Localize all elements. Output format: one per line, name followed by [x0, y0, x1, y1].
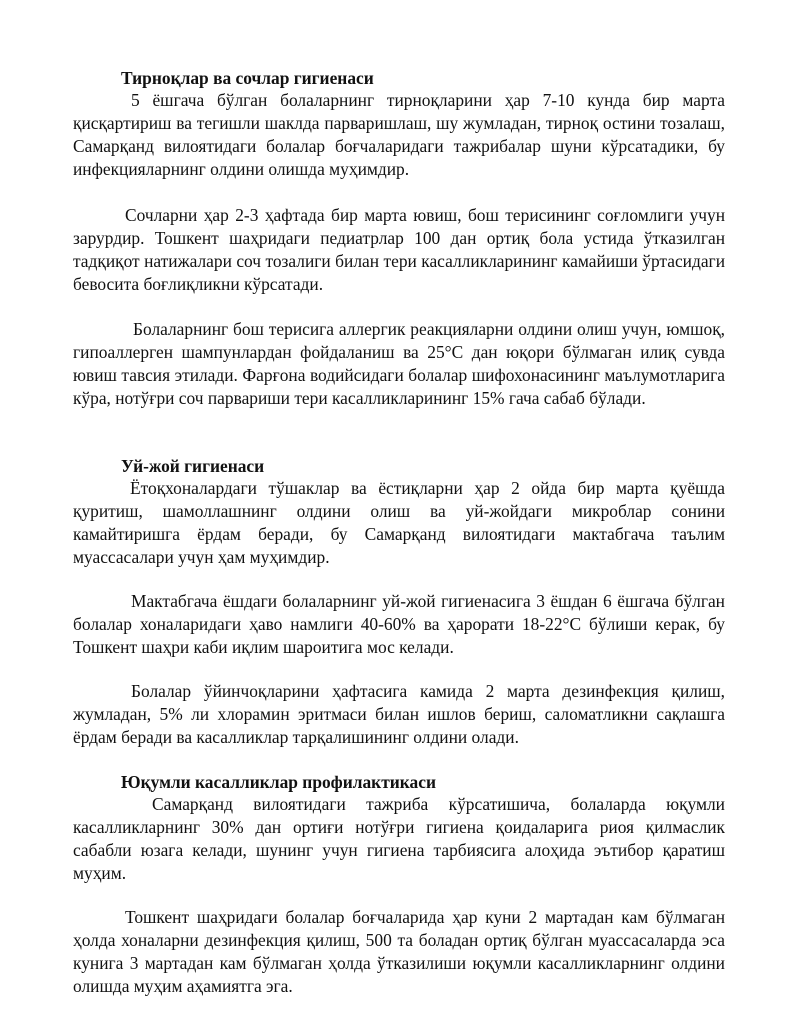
- paragraph: Ётоқхоналардаги тўшаклар ва ёстиқларни ҳар 2 ойда бир марта қуёшда қуритиш, шамоллашнинг олдини олиш ва уй-жойдаги микроблар сонини камайтиришга ёрдам беради, бу Самарқанд вилоятидаги мактабгача таълим муассасалари учун ҳам муҳимдир.: [73, 478, 725, 567]
- paragraph: Мактабгача ёшдаги болаларнинг уй-жой гигиенасига 3 ёшдан 6 ёшгача бўлган болалар хоналаридаги ҳаво намлиги 40-60% ва ҳарорати 18-22°C бўлиши керак, бу Тошкент шаҳри каби иқлим шароитига мос келади.: [73, 591, 725, 657]
- section-heading-nails-hair: Тирноқлар ва сочлар гигиенаси: [121, 68, 374, 88]
- paragraph: Болалар ўйинчоқларини ҳафтасига камида 2 марта дезинфекция қилиш, жумладан, 5% ли хлорамин эритмаси билан ишлов бериш, саломатликни сақлашга ёрдам беради ва касалликлар тарқалишининг олдини олади.: [73, 681, 725, 747]
- paragraph: Сочларни ҳар 2-3 ҳафтада бир марта ювиш, бош терисининг соғломлиги учун зарурдир. Тошкент шаҳридаги педиатрлар 100 дан ортиқ бола устида ўтказилган тадқиқот натижалари соч тозалиги билан тери касалликларининг камайиши ўртасидаги бевосита боғлиқликни кўрсатади.: [73, 205, 725, 294]
- paragraph: 5 ёшгача бўлган болаларнинг тирноқларини ҳар 7-10 кунда бир марта қисқартириш ва тегишли шаклда парваришлаш, шу жумладан, тирноқ остини тозалаш, Самарқанд вилоятидаги болалар боғчаларидаги тажрибалар шуни кўрсатадики, бу инфекцияларнинг олдини олишда муҳимдир.: [73, 90, 725, 179]
- paragraph: Тошкент шаҳридаги болалар боғчаларида ҳар куни 2 мартадан кам бўлмаган ҳолда хоналарни дезинфекция қилиш, 500 та боладан ортиқ бўлган муассасаларда эса кунига 3 мартадан кам бўлмаган ҳолда ўтказилиши юқумли касалликларнинг олдини олишда муҳим аҳамиятга эга.: [73, 907, 725, 996]
- paragraph: Болаларнинг бош терисига аллергик реакцияларни олдини олиш учун, юмшоқ, гипоаллерген шампунлардан фойдаланиш ва 25°C дан юқори бўлмаган илиқ сувда ювиш тавсия этилади. Фарғона водийсидаги болалар шифохонасининг маълумотларига кўра, нотўғри соч парвариши тери касалликларининг 15% гача сабаб бўлади.: [73, 319, 725, 408]
- paragraph: Самарқанд вилоятидаги тажриба кўрсатишича, болаларда юқумли касалликларнинг 30% дан ортиғи нотўғри гигиена қоидаларига риоя қилмаслик сабабли юзага келади, шунинг учун гигиена тарбиясига алоҳида эътибор қаратиш муҳим.: [73, 794, 725, 883]
- section-heading-infectious-prevention: Юқумли касалликлар профилактикаси: [121, 772, 436, 792]
- section-heading-housing: Уй-жой гигиенаси: [121, 456, 265, 476]
